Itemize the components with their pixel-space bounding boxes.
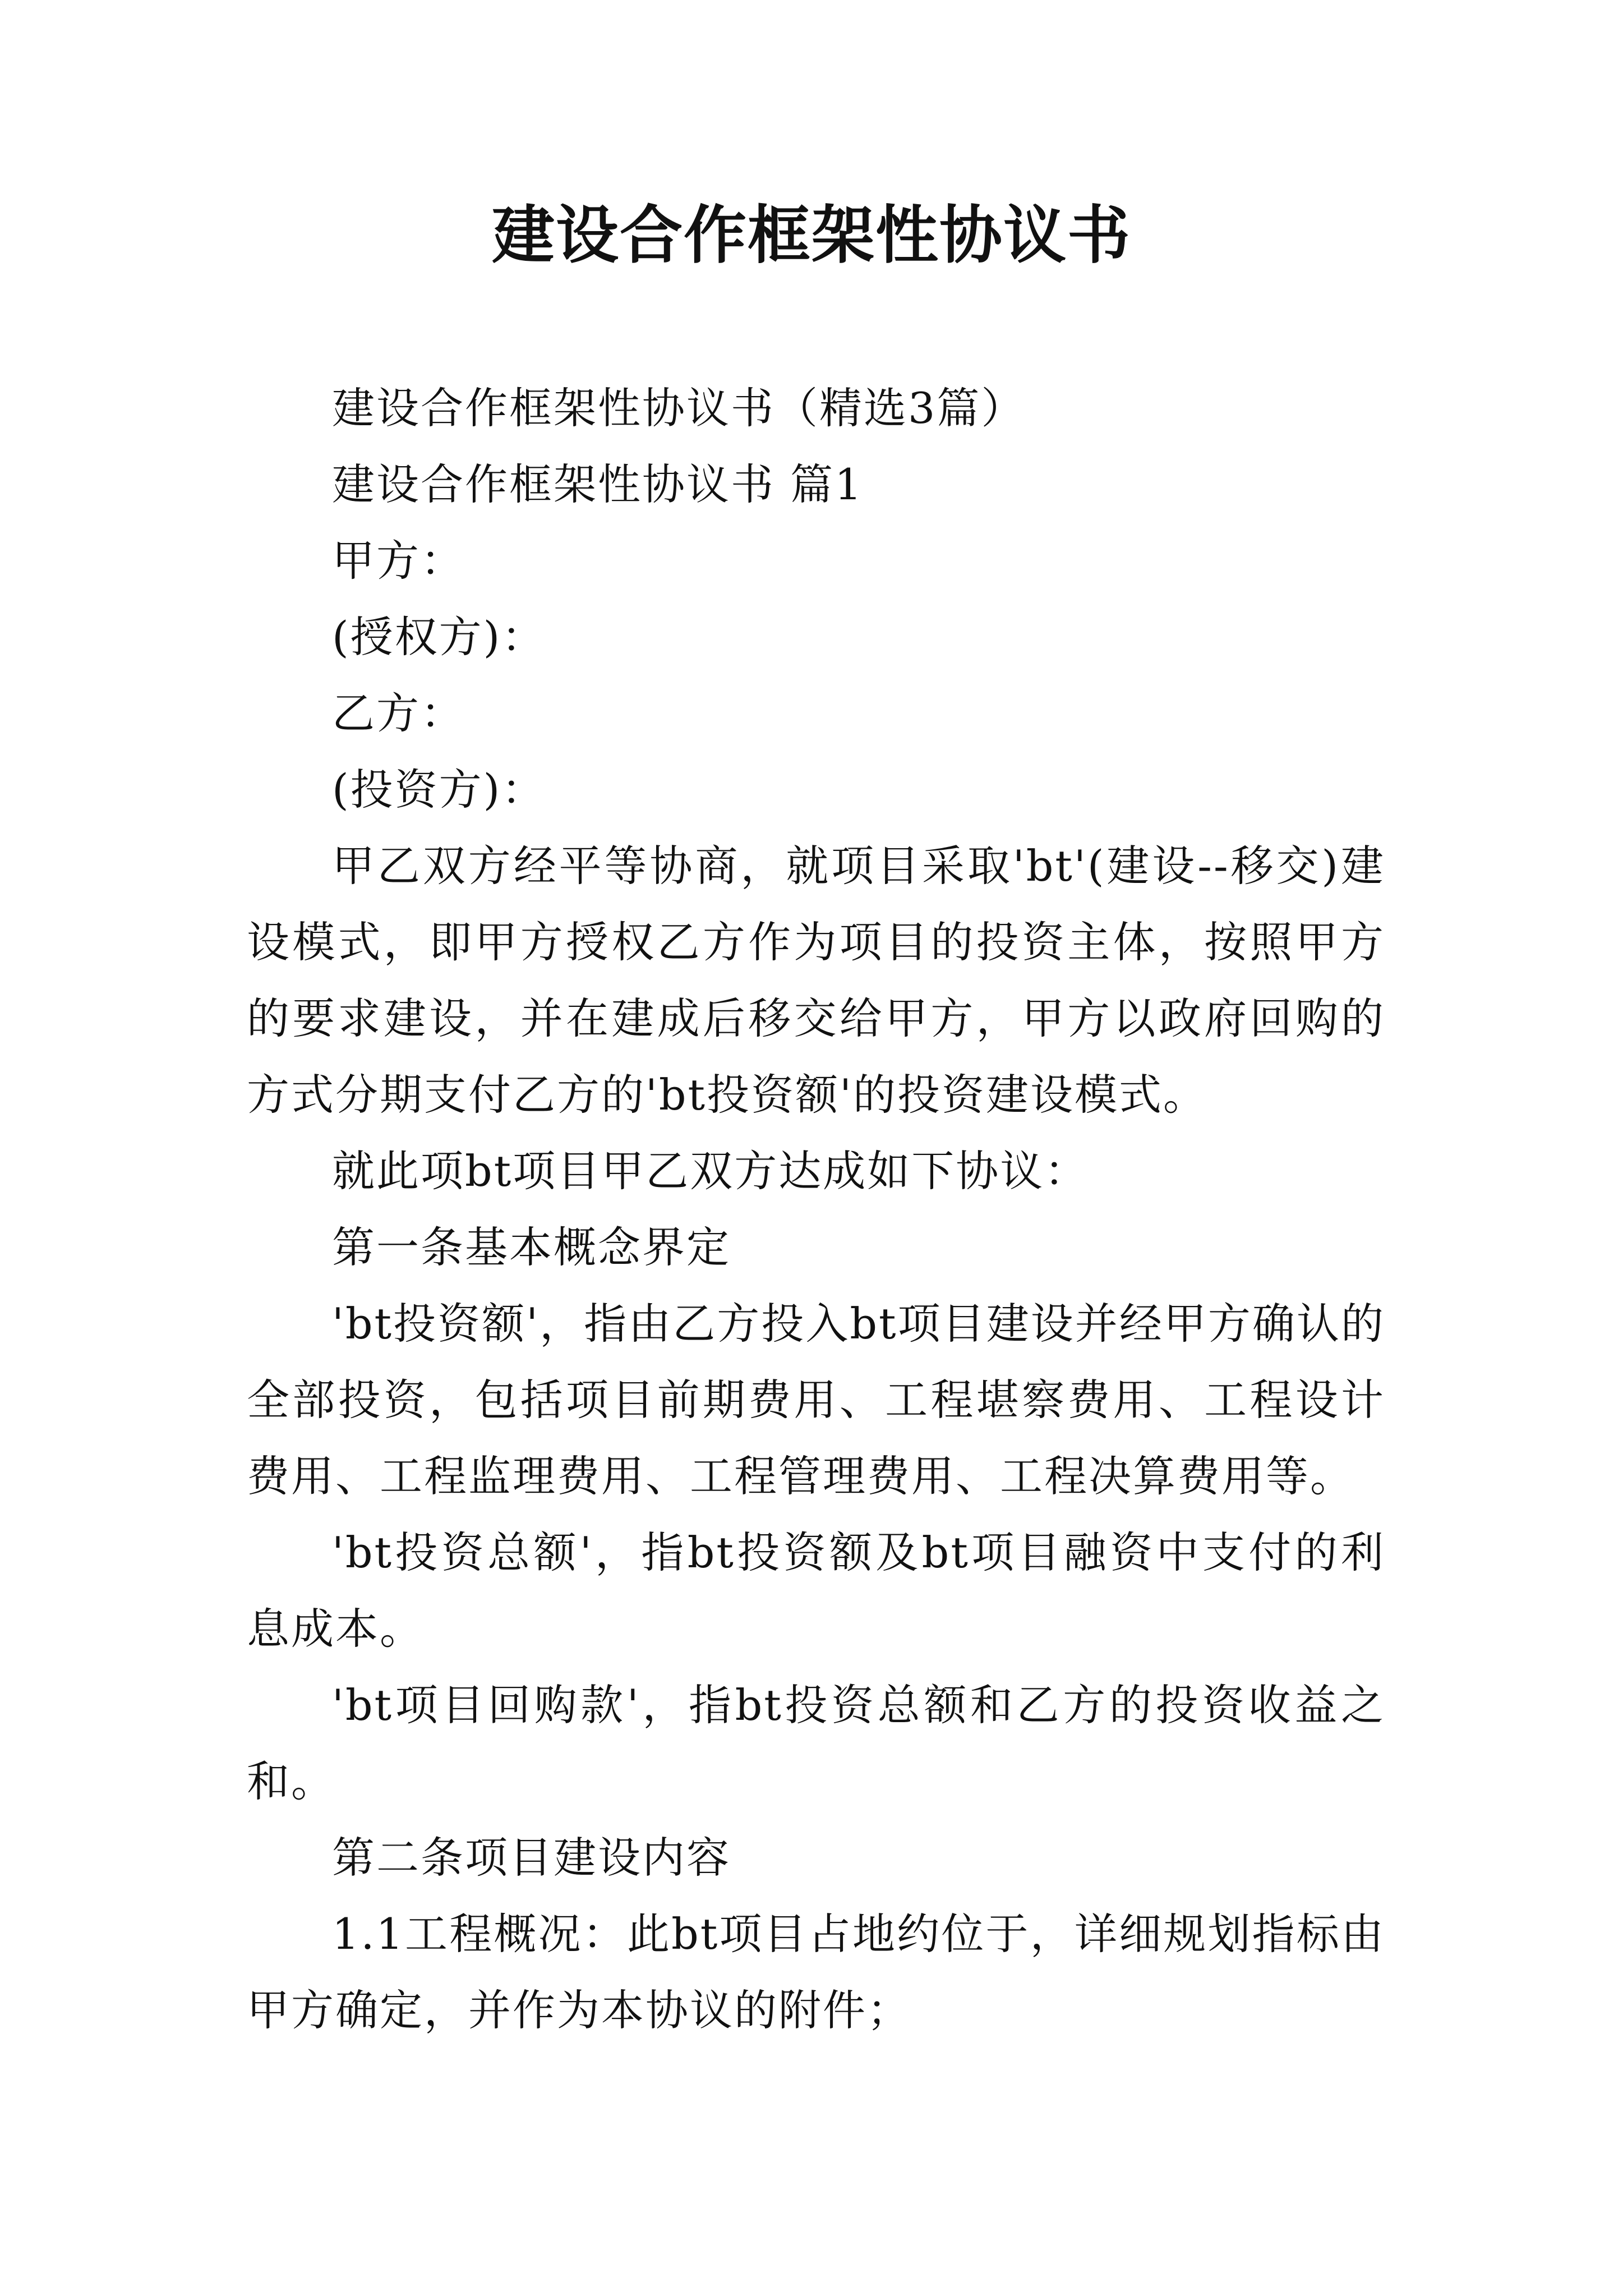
paragraph: 'bt投资总额'，指bt投资额及bt项目融资中支付的利息成本。 [247, 1527, 1385, 1654]
paragraph: 建设合作框架性协议书（精选3篇） [332, 383, 1026, 433]
paragraph: (授权方)： [332, 612, 546, 662]
paragraph: 1.1工程概况：此bt项目占地约位于，详细规划指标由甲方确定，并作为本协议的附件； [247, 1909, 1385, 2035]
paragraph: 'bt投资额'，指由乙方投入bt项目建设并经甲方确认的全部投资，包括项目前期费用、工程堪察费用、工程设计费用、工程监理费用、工程管理费用、工程决算费用等。 [247, 1299, 1385, 1501]
paragraph: 第二条项目建设内容 [332, 1833, 731, 1883]
paragraph: 甲方： [332, 536, 465, 586]
document-title: 建设合作框架性协议书 [492, 199, 1131, 272]
document-body [247, 370, 1385, 2049]
paragraph: 'bt项目回购款'，指bt投资总额和乙方的投资收益之和。 [247, 1680, 1385, 1806]
paragraph: 第一条基本概念界定 [332, 1222, 731, 1272]
paragraph: 乙方： [332, 688, 465, 738]
paragraph: (投资方)： [332, 765, 546, 815]
paragraph: 建设合作框架性协议书 篇1 [332, 459, 864, 509]
paragraph: 就此项bt项目甲乙双方达成如下协议： [332, 1146, 1089, 1196]
paragraph: 甲乙双方经平等协商，就项目采取'bt'(建设--移交)建设模式，即甲方授权乙方作为项目的投资主体，按照甲方的要求建设，并在建成后移交给甲方，甲方以政府回购的方式分期支付乙方的'bt投资额'的投资建设模式。 [247, 841, 1385, 1120]
